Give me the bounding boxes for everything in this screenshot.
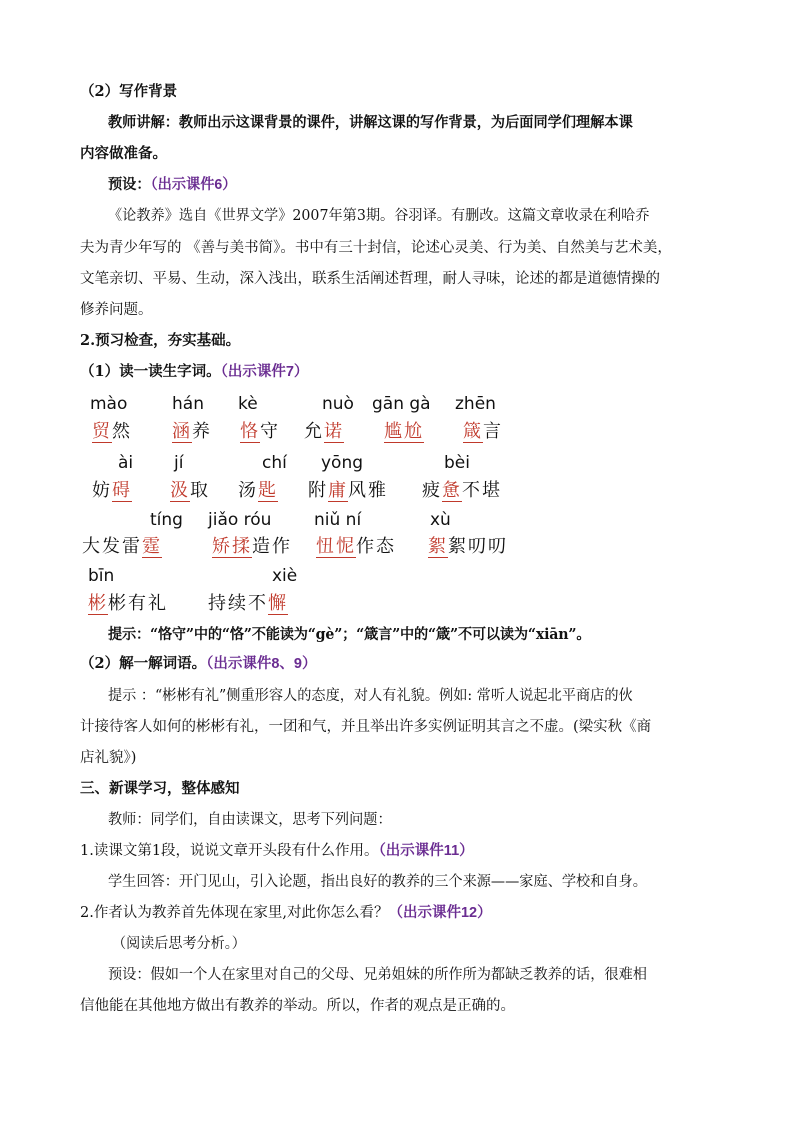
vocab-word: 尴尬 bbox=[384, 421, 424, 442]
paragraph-line: 预设：假如一个人在家里对自己的父母、兄弟姐妹的所作所为都缺乏教养的话，很难相 bbox=[108, 967, 647, 983]
vocab-word: 持续不懈 bbox=[208, 593, 288, 614]
vocab-word: 贸然 bbox=[92, 421, 132, 442]
vocab-word: 妨碍 bbox=[92, 480, 132, 501]
section-heading-preview: 2.预习检查，夯实基础。 bbox=[80, 332, 241, 349]
vocab-word: 忸怩作态 bbox=[316, 536, 396, 557]
pinyin: gān gà bbox=[372, 394, 431, 414]
question-line: 2.作者认为教养首先体现在家里,对此你怎么看？（出示课件12） bbox=[80, 905, 492, 921]
section-heading-background: （2）写作背景 bbox=[80, 83, 178, 100]
courseware-ref: （出示课件12） bbox=[388, 905, 492, 921]
pinyin: xù bbox=[430, 510, 451, 530]
pinyin: zhēn bbox=[455, 394, 496, 414]
vocab-word: 絮絮叨叨 bbox=[428, 536, 508, 557]
paragraph-line: （阅读后思考分析。） bbox=[112, 936, 246, 952]
pinyin: ài bbox=[118, 453, 134, 473]
subheading-explain-words: （2）解一解词语。（出示课件8、9） bbox=[80, 655, 317, 672]
courseware-ref: （出示课件11） bbox=[378, 843, 474, 859]
preset-line bbox=[108, 175, 734, 195]
vocab-word: 允诺 bbox=[304, 421, 344, 442]
paragraph-line: 教师：同学们，自由读课文，思考下列问题： bbox=[108, 812, 392, 828]
pinyin: hán bbox=[172, 394, 204, 414]
pinyin: bīn bbox=[88, 566, 115, 586]
paragraph-line: 文笔亲切、平易、生动，深入浅出，联系生活阐述哲理，耐人寻味，论述的都是道德情操的 bbox=[80, 271, 660, 287]
pinyin: nuò bbox=[322, 394, 354, 414]
vocab-word: 附庸风雅 bbox=[308, 480, 388, 501]
tip-line: 提示 ：“彬彬有礼”侧重形容人的态度，对人有礼貌。例如: 常听人说起北平商店的伙 bbox=[108, 688, 633, 704]
vocab-word: 彬彬有礼 bbox=[88, 593, 168, 614]
paragraph-line: 计接待客人如何的彬彬有礼，一团和气，并且举出许多实例证明其言之不虚。(梁实秋《商 bbox=[80, 719, 652, 735]
pinyin: tíng bbox=[150, 510, 183, 530]
pinyin: chí bbox=[262, 453, 287, 473]
subheading-read-words: （1）读一读生字词。（出示课件7） bbox=[80, 363, 309, 380]
vocab-word: 汲取 bbox=[170, 480, 210, 501]
section-heading-new-lesson: 三、新课学习，整体感知 bbox=[80, 780, 240, 797]
pinyin: kè bbox=[238, 394, 258, 414]
pinyin: mào bbox=[90, 394, 128, 414]
vocab-word: 矫揉造作 bbox=[212, 536, 292, 557]
paragraph-line: 学生回答：开门见山，引入论题，指出良好的教养的三个来源——家庭、学校和自身。 bbox=[108, 874, 647, 890]
vocab-word: 箴言 bbox=[463, 421, 503, 442]
paragraph-line: 《论教养》选自《世界文学》2007年第3期。谷羽译。有删改。这篇文章收录在利哈乔 bbox=[108, 208, 650, 224]
pinyin: yōng bbox=[321, 453, 364, 473]
paragraph-line: 信他能在其他地方做出有教养的举动。所以，作者的观点是正确的。 bbox=[80, 998, 515, 1014]
paragraph-line: 夫为青少年写的 《善与美书简》。书中有三十封信，论述心灵美、行为美、自然美与艺术美， bbox=[80, 240, 672, 256]
paragraph-line: 修养问题。 bbox=[80, 302, 153, 318]
courseware-ref: （出示课件6） bbox=[150, 177, 237, 193]
vocab-word: 大发雷霆 bbox=[82, 536, 162, 557]
preset-label: 预设： bbox=[108, 176, 151, 193]
vocab-word: 涵养 bbox=[172, 421, 212, 442]
vocab-word: 疲惫不堪 bbox=[422, 480, 502, 501]
courseware-ref: （出示课件7） bbox=[220, 364, 309, 380]
question-line: 1.读课文第1段，说说文章开头段有什么作用。（出示课件11） bbox=[80, 843, 474, 859]
paragraph-line: 店礼貌》) bbox=[80, 750, 137, 766]
vocab-word: 汤匙 bbox=[238, 480, 278, 501]
paragraph-line: 教师讲解：教师出示这课背景的课件，讲解这课的写作背景，为后面同学们理解本课 bbox=[108, 114, 633, 131]
pinyin: jí bbox=[174, 453, 184, 473]
pinyin: jiǎo róu bbox=[208, 510, 272, 530]
tip-line: 提示：“恪守”中的“恪”不能读为“gè”；“箴言”中的“箴”不可以读为“xiān”。 bbox=[108, 626, 591, 643]
courseware-ref: （出示课件8、9） bbox=[206, 656, 317, 672]
paragraph-line: 内容做准备。 bbox=[80, 145, 167, 162]
pinyin: xiè bbox=[272, 566, 298, 586]
pinyin: niǔ ní bbox=[314, 510, 362, 530]
vocab-word: 恪守 bbox=[240, 421, 280, 442]
pinyin: bèi bbox=[444, 453, 470, 473]
